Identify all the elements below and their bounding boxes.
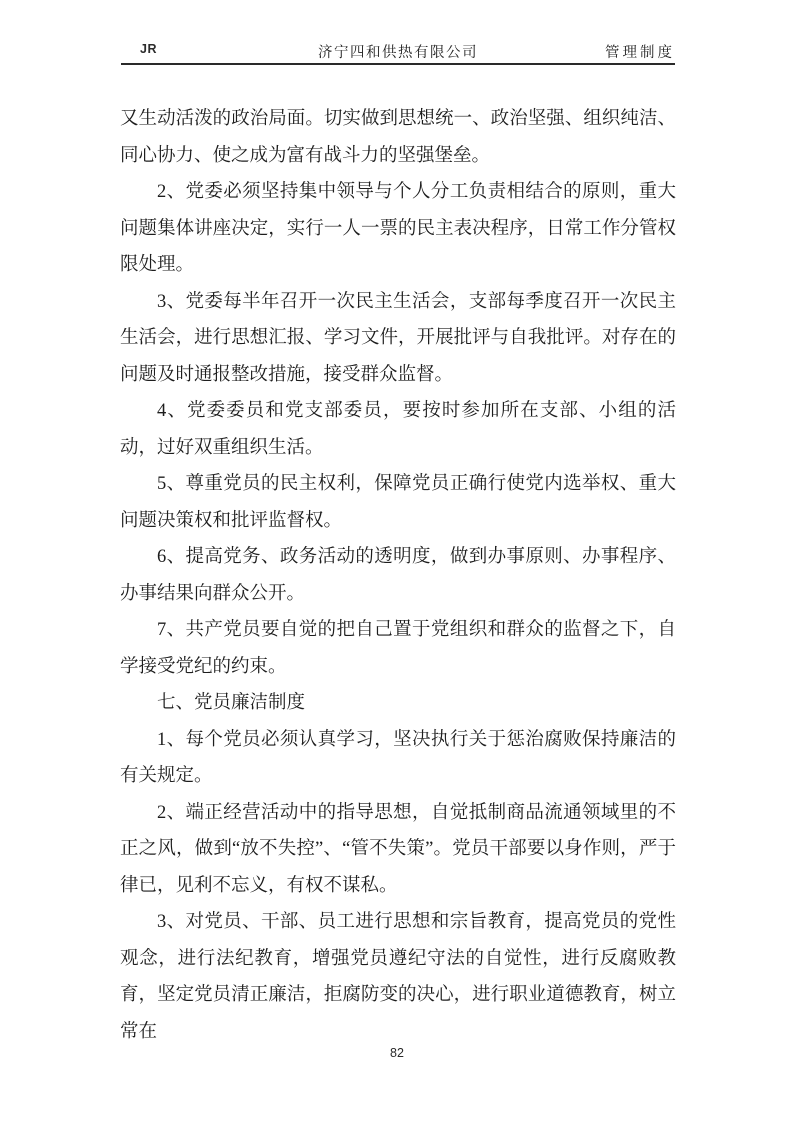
paragraph: 又生动活泼的政治局面。切实做到思想统一、政治坚强、组织纯洁、同心协力、使之成为富有战斗力的坚强堡垒。 — [120, 109, 676, 166]
page-number: 82 — [390, 1046, 404, 1060]
paragraph: 7、共产党员要自觉的把自己置于党组织和群众的监督之下，自学接受党纪的约束。 — [120, 620, 676, 677]
paragraph: 4、党委委员和党支部委员，要按时参加所在支部、小组的活动，过好双重组织生活。 — [120, 401, 676, 458]
paragraph: 3、党委每半年召开一次民主生活会，支部每季度召开一次民主生活会，进行思想汇报、学习文件，开展批评与自我批评。对存在的问题及时通报整改措施，接受群众监督。 — [120, 291, 676, 385]
paragraph: 5、尊重党员的民主权利，保障党员正确行使党内选举权、重大问题决策权和批评监督权。 — [120, 474, 676, 531]
page-header — [121, 41, 675, 65]
header-doc-type: 管理制度 — [605, 45, 675, 61]
paragraph: 2、党委必须坚持集中领导与个人分工负责相结合的原则，重大问题集体讲座决定，实行一人一票的民主表决程序，日常工作分管权限处理。 — [120, 182, 676, 275]
header-logo: JR — [140, 42, 157, 56]
document-body — [120, 101, 676, 1050]
paragraph: 1、每个党员必须认真学习，坚决执行关于惩治腐败保持廉洁的有关规定。 — [120, 729, 676, 786]
page-footer — [0, 1044, 794, 1062]
paragraph: 2、端正经营活动中的指导思想，自觉抵制商品流通领域里的不正之风，做到“放不失控”、“管不失策”。党员干部要以身作则，严于律已，见利不忘义，有权不谋私。 — [120, 802, 676, 896]
paragraph: 3、对党员、干部、员工进行思想和宗旨教育，提高党员的党性观念，进行法纪教育，增强党员遵纪守法的自觉性，进行反腐败教育，坚定党员清正廉洁，拒腐防变的决心，进行职业道德教育，树立常在 — [120, 912, 676, 1042]
paragraph: 6、提高党务、政务活动的透明度，做到办事原则、办事程序、办事结果向群众公开。 — [120, 547, 676, 604]
paragraph: 七、党员廉洁制度 — [157, 693, 306, 713]
page-header-inner — [121, 41, 675, 61]
header-company-name: 济宁四和供热有限公司 — [318, 45, 478, 61]
